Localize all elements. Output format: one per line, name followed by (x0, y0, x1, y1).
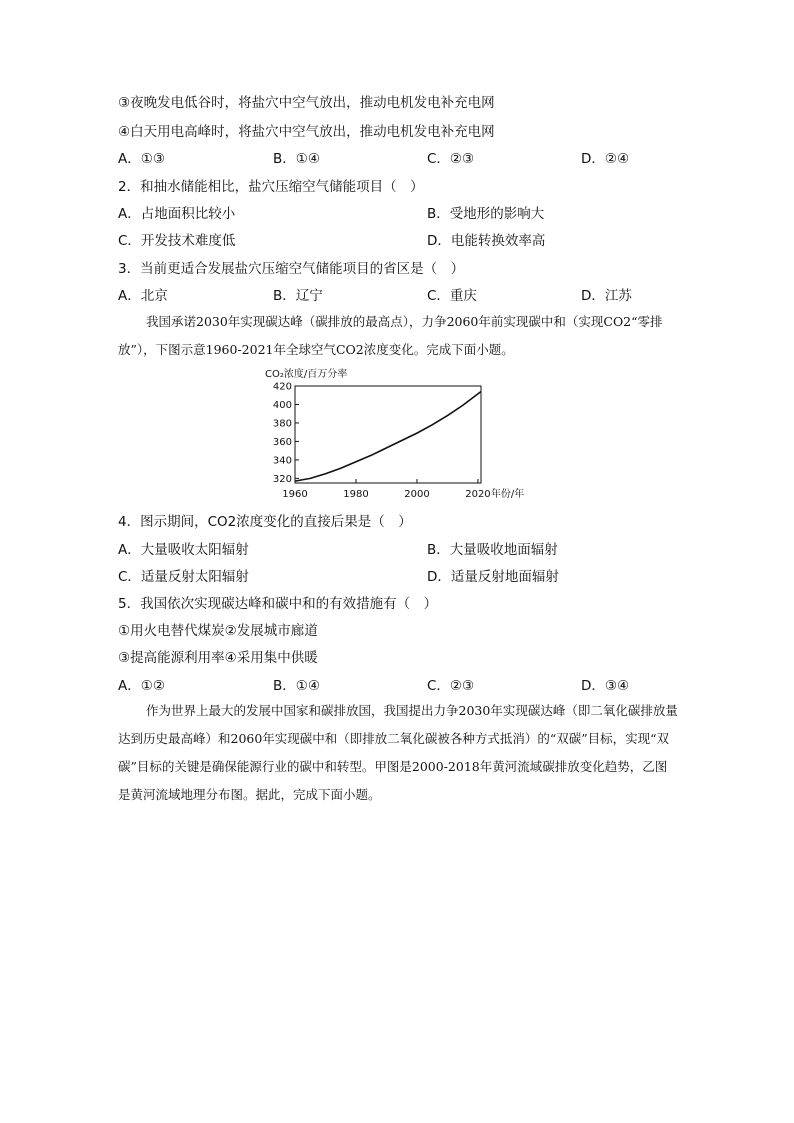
chart-xlabel: 年份/年 (490, 489, 525, 500)
q3-option-c: C．重庆 (427, 288, 477, 304)
q1-option-c: C．②③ (427, 151, 475, 167)
q5-option-c: C．②③ (427, 678, 475, 694)
intro-paragraph-1: 我国承诺2030年实现碳达峰（碳排放的最高点），力争2060年前实现碳中和（实现CO2“零排放”），下图示意1960-2021年全球空气CO2浓度变化。完成下面小题。 (118, 314, 663, 357)
q1-option-b: B．①④ (273, 151, 320, 167)
q2-option-c: C．开发技术难度低 (118, 233, 236, 249)
chart-ylabel: CO₂浓度/百万分率 (265, 369, 348, 380)
co2-line-chart (255, 364, 545, 504)
x-tick-label: 2000 (404, 489, 430, 500)
option-line-3: ③夜晚发电低谷时，将盐穴中空气放出，推动电机发电补充电网 (118, 95, 495, 111)
plot-frame (295, 386, 481, 483)
q5-option-b: B．①④ (273, 678, 320, 694)
y-tick-label: 420 (272, 381, 292, 393)
q5-stem: 5．我国依次实现碳达峰和碳中和的有效措施有（ ） (118, 596, 438, 612)
q4-option-c: C．适量反射太阳辐射 (118, 569, 249, 585)
q1-option-d: D．②④ (581, 151, 630, 167)
option-line-4: ④白天用电高峰时，将盐穴中空气放出，推动电机发电补充电网 (118, 124, 495, 140)
q3-option-a: A．北京 (118, 288, 168, 304)
x-tick-label: 2020 (465, 489, 491, 500)
x-tick-label: 1960 (282, 489, 308, 500)
q3-option-b: B．辽宁 (273, 288, 323, 304)
q3-option-d: D．江苏 (581, 288, 632, 304)
q5-option-d: D．③④ (581, 678, 630, 694)
q5-option-a: A．①② (118, 678, 165, 694)
intro-paragraph-2: 作为世界上最大的发展中国家和碳排放国，我国提出力争2030年实现碳达峰（即二氧化碳排放量达到历史最高峰）和2060年实现碳中和（即排放二氧化碳被各种方式抵消）的“双碳”目标，实现“双碳”目标的关键是确保能源行业的碳中和转型。甲图是2000-2018年黄河流域碳排放变化趋势，乙图是黄河流域地理分布图。据此，完成下面小题。 (118, 703, 678, 802)
chart-svg (255, 364, 545, 504)
q5-line-2: ③提高能源利用率④采用集中供暖 (118, 650, 318, 666)
y-tick-label: 380 (272, 418, 292, 430)
y-tick-label: 320 (272, 473, 292, 485)
q4-option-b: B．大量吸收地面辐射 (427, 542, 558, 558)
axis-ticks (273, 382, 491, 501)
q4-stem: 4．图示期间，CO2浓度变化的直接后果是（ ） (118, 514, 412, 530)
q2-option-b: B．受地形的影响大 (427, 206, 545, 222)
q2-stem: 2．和抽水储能相比，盐穴压缩空气储能项目（ ） (118, 179, 424, 195)
q5-line-1: ①用火电替代煤炭②发展城市廊道 (118, 623, 318, 639)
x-tick-label: 1980 (343, 489, 369, 500)
q4-option-d: D．适量反射地面辐射 (427, 569, 559, 585)
y-tick-label: 340 (272, 455, 292, 467)
y-tick-label: 360 (272, 436, 292, 448)
q2-option-d: D．电能转换效率高 (427, 233, 546, 249)
q4-option-a: A．大量吸收太阳辐射 (118, 542, 249, 558)
q1-option-a: A．①③ (118, 151, 165, 167)
y-tick-label: 400 (272, 399, 292, 411)
q2-option-a: A．占地面积比较小 (118, 206, 236, 222)
q3-stem: 3．当前更适合发展盐穴压缩空气储能项目的省区是（ ） (118, 261, 465, 277)
series-line (295, 392, 481, 482)
